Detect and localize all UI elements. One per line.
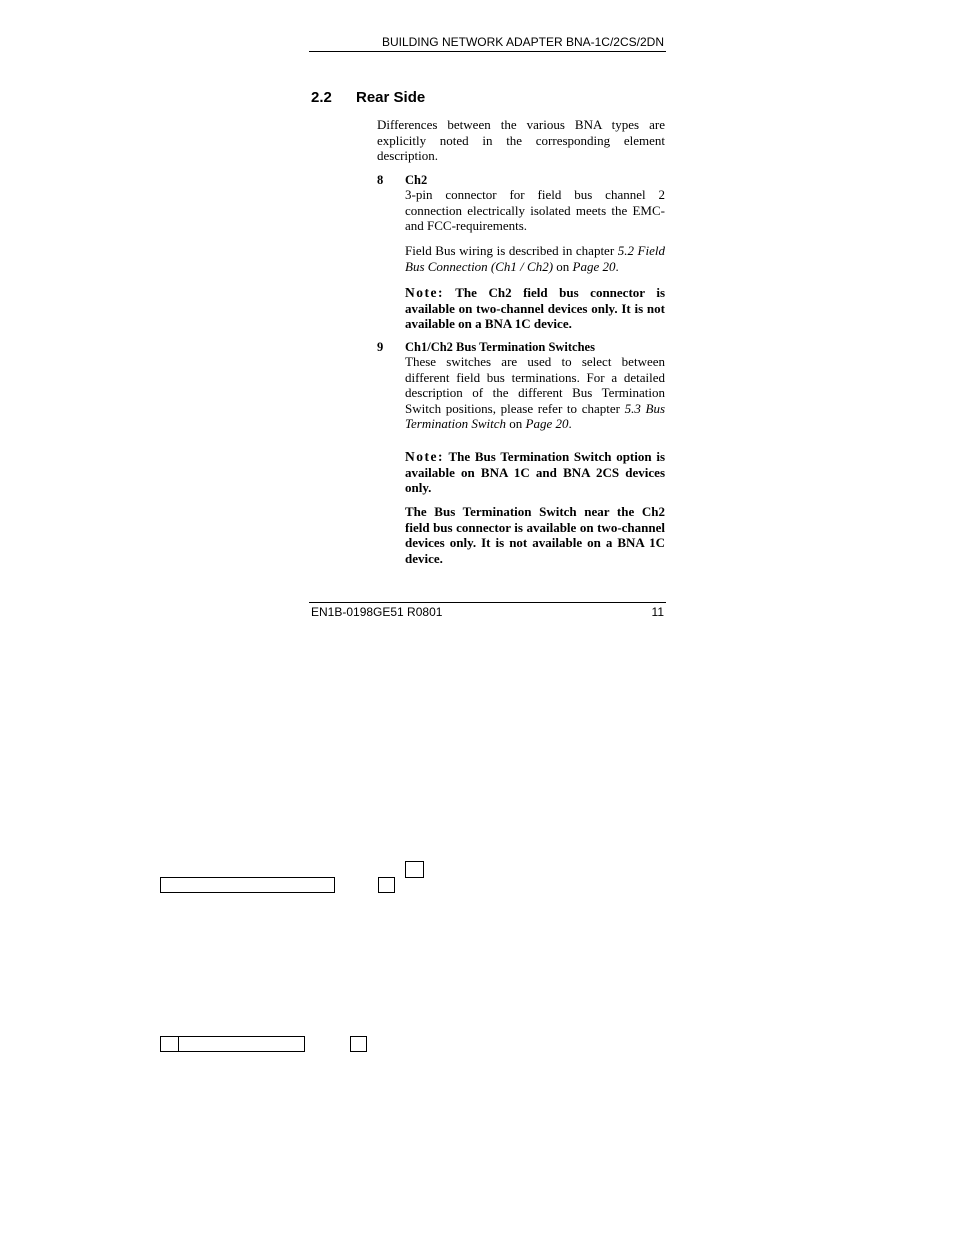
item-8-note — [405, 285, 665, 332]
empty-field[interactable] — [160, 877, 335, 893]
empty-checkbox[interactable] — [378, 877, 395, 893]
note-label: Note: — [405, 285, 444, 300]
item-9-number: 9 — [377, 340, 384, 354]
empty-checkbox[interactable] — [350, 1036, 367, 1052]
item-8-description: 3-pin connector for field bus channel 2 connection electrically isolated meets the EMC-and FCC-requirements. — [405, 187, 665, 233]
item-9-note — [405, 449, 665, 496]
intro-paragraph: Differences between the various BNA types are explicitly noted in the corresponding element description. — [377, 117, 665, 163]
desc-page-link[interactable]: Page 20 — [525, 416, 569, 431]
ref-text: Field Bus wiring is described in chapter — [405, 243, 618, 258]
footer-page-number: 11 — [651, 605, 664, 619]
note-text: The Ch2 field bus connector is available on two-channel devices only. It is not available on a BNA 1C device. — [405, 285, 665, 331]
page-header — [309, 34, 666, 52]
note-label: Note: — [405, 449, 444, 464]
desc-chapter-link[interactable]: 5.3 Bus Termination Switch — [405, 400, 666, 431]
item-8-reference — [405, 243, 665, 274]
item-9-note-2: The Bus Termination Switch near the Ch2 field bus connector is available on two-channel devices only. It is not available on a BNA 1C device. — [405, 504, 665, 566]
section-title: Rear Side — [356, 89, 426, 106]
desc-text: on — [506, 416, 526, 431]
ref-page-link[interactable]: Page 20 — [572, 258, 616, 274]
section-number: 2.2 — [311, 89, 332, 106]
ref-text: on — [553, 258, 573, 274]
item-9-description — [405, 354, 665, 432]
footer-doc-id: EN1B-0198GE51 R0801 — [311, 605, 443, 619]
ref-chapter-link[interactable]: 5.2 Field Bus Connection (Ch1 / Ch2) — [405, 243, 665, 274]
desc-text: . — [568, 416, 572, 431]
desc-text: These switches are used to select between different field bus terminations. For a detailed description of the different Bus Termination Switch positions, please refer to chapter — [405, 354, 665, 416]
item-8-title: Ch2 — [405, 173, 428, 187]
header-title: BUILDING NETWORK ADAPTER BNA-1C/2CS/2DN — [381, 35, 664, 49]
item-9-title: Ch1/Ch2 Bus Termination Switches — [405, 340, 595, 354]
item-8-number: 8 — [377, 173, 384, 187]
note-text: The Bus Termination Switch option is available on BNA 1C and BNA 2CS devices only. — [405, 449, 666, 495]
page-footer — [309, 602, 666, 621]
empty-field[interactable] — [178, 1036, 305, 1052]
empty-checkbox[interactable] — [160, 1036, 180, 1052]
ref-text: . — [615, 258, 619, 274]
empty-checkbox[interactable] — [405, 861, 424, 878]
